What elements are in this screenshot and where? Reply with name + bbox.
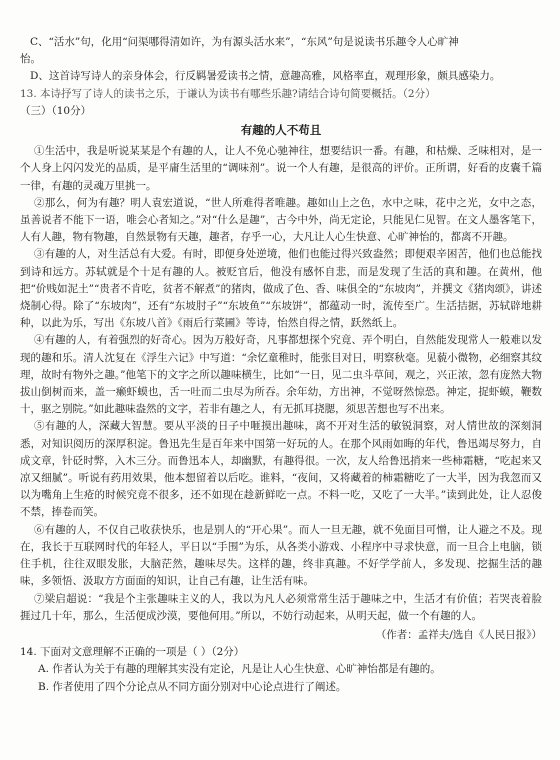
article-paragraph-7: ⑦梁启超说：“我是个主张趣味主义的人，我以为凡人必须常常生活于趣味之中，生活才有价值；若哭丧着脸捱过几十年，那么，生活便成沙漠，要他何用。”所以，不妨行动起来，从明天起，做一个有趣的人。 xyxy=(20,592,542,622)
article-paragraph-6: ⑥有趣的人，不仅自己收获快乐，也是别人的“开心果”。而人一旦无趣，就不免面目可憎，让人避之不及。现在，我长于互联网时代的年轻人，平日以“手围”为乐，从各类小游戏、小程序中寻求快意，而一旦合上电脑，锁住手机，往往双眼发胀，大脑茫然，趣味尽失。这样的趣，终非真趣。不好学学前人，多发现、挖掘生活的趣味，多领悟、汲取方方面面的知识，让自己有趣，让生活有味。 xyxy=(20,523,542,588)
question-14-option-b: B. 作者使用了四个分论点从不同方面分别对中心论点进行了阐述。 xyxy=(38,680,347,693)
article-paragraph-5: ⑤有趣的人，深藏大智慧。要从平淡的日子中咂摸出趣味，离不开对生活的敏锐洞察，对人情世故的深刻洞悉，对知识阅历的深厚积淀。鲁迅先生是百年来中国第一好玩的人。在那个风雨如晦的年代，鲁迅竭尽努力，自成文章，针砭时弊，入木三分。而鲁迅本人，却幽默，有趣得很。一次，友人给鲁迅捎来一些柿霜糖，“吃起来又凉又细腻”。听说有药用效果，他本想留着以后吃。谁料，“夜间，又将藏着的柿霜糖吃了一大半，因为我忽而又以为嘴角上生疮的时候究竟不很多，还不如现在趁新鲜吃一点。不料一吃，又吃了一大半。”读到此处，让人忍俊不禁，捧卷而笑。 xyxy=(20,420,542,519)
question-14-stem: 14. 下面对文意理解不正确的一项是（ ）（2分） xyxy=(20,646,245,659)
option-c-line1: C、“活水”句，化用“问渠哪得清如许，为有源头活水来”，“东风”句是说读书乐趣令人心旷神 xyxy=(30,36,459,48)
question-13: 13. 本诗抒写了诗人的读书之乐，于谦认为读书有哪些乐趣?请结合诗句简要概括。（2分） xyxy=(20,87,436,100)
question-14-option-a: A. 作者认为关于有趣的理解其实没有定论，凡是让人心生快意、心旷神怡都是有趣的。 xyxy=(38,663,441,676)
article-paragraph-3: ③有趣的人，对生活总有大爱。有时，即便身处逆境，他们也能过得兴致盎然；即便艰辛困苦，他们也总能找到诗和远方。苏轼就是个十足有趣的人。被贬官后，他没有感怀自悲，而是发现了生活的真和趣。在黄州，他把“价贱如泥土”“贵者不肯吃，贫者不解煮”的猪肉，做成了色、香、味俱全的“东坡肉”，并撰文《猪肉颂》，讲述烧制心得。除了“东坡肉”，还有“东坡肘子”“东坡鱼”“东坡饼”，都蕴动一时，流传至广。生活拮据，苏轼辟地耕种，以此为乐，写出《东坡八首》《雨后行菜圃》等诗，怡然自得之情，跃然纸上。 xyxy=(20,248,542,330)
article-paragraph-2: ②那么，何为有趣？明人袁宏道说，“世人所难得者唯趣。趣如山上之色，水中之味，花中之光，女中之态，虽善说者不能下一语，唯会心者知之。”对“什么是趣”，古今中外，尚无定论，只能见仁见智。在文人墨客笔下，人有人趣，物有物趣，自然景物有天趣，趣者，存乎一心，大凡让人心生快意、心旷神怡的，都离不开趣。 xyxy=(20,196,542,244)
article-paragraph-1: ①生活中，我是听说某某是个有趣的人，让人不免心驰神往，想要结识一番。有趣，和枯燥、乏味相对，是一个人身上闪闪发光的品质，是平庸生活里的“调味剂”。说一个人有趣，是很高的评价。正所谓，好看的皮囊千篇一律，有趣的灵魂万里挑一。 xyxy=(20,145,542,192)
article-paragraph-4: ④有趣的人，有着强烈的好奇心。因为万般好奇，凡事都想探个究竟、弄个明白，自然能发现常人一般难以发现的趣和乐。清人沈复在《浮生六记》中写道：“余忆童稚时，能张目对日，明察秋毫。见藐小微物，必细察其纹理，故时有物外之趣。”他笔下的文字之所以趣味横生，比如“一日，见二虫斗草间，观之，兴正浓，忽有庞然大物拔山倒树而来，盖一癞虾蟆也，舌一吐而二虫尽为所吞。余年幼，方出神，不觉呀然惊恐。神定，捉虾蟆，鞭数十，驱之别院。”如此趣味盎然的文字，若非有趣之人，有无抓耳挠腮，须思苦想也写不出来。 xyxy=(20,334,542,416)
option-c-line2: 怡。 xyxy=(20,53,41,66)
exam-page xyxy=(20,34,542,696)
article-author: （作者：孟祥夫/选自《人民日报》） xyxy=(375,628,542,641)
option-d-line: D、这首诗写诗人的亲身体会，行反羁暑爱读书之情，意趣高雅，风格率直，观理形象，颇具感染力。 xyxy=(30,70,501,83)
article-title: 有趣的人不苟且 xyxy=(240,123,322,138)
section-heading: （三）（10分） xyxy=(20,104,92,117)
